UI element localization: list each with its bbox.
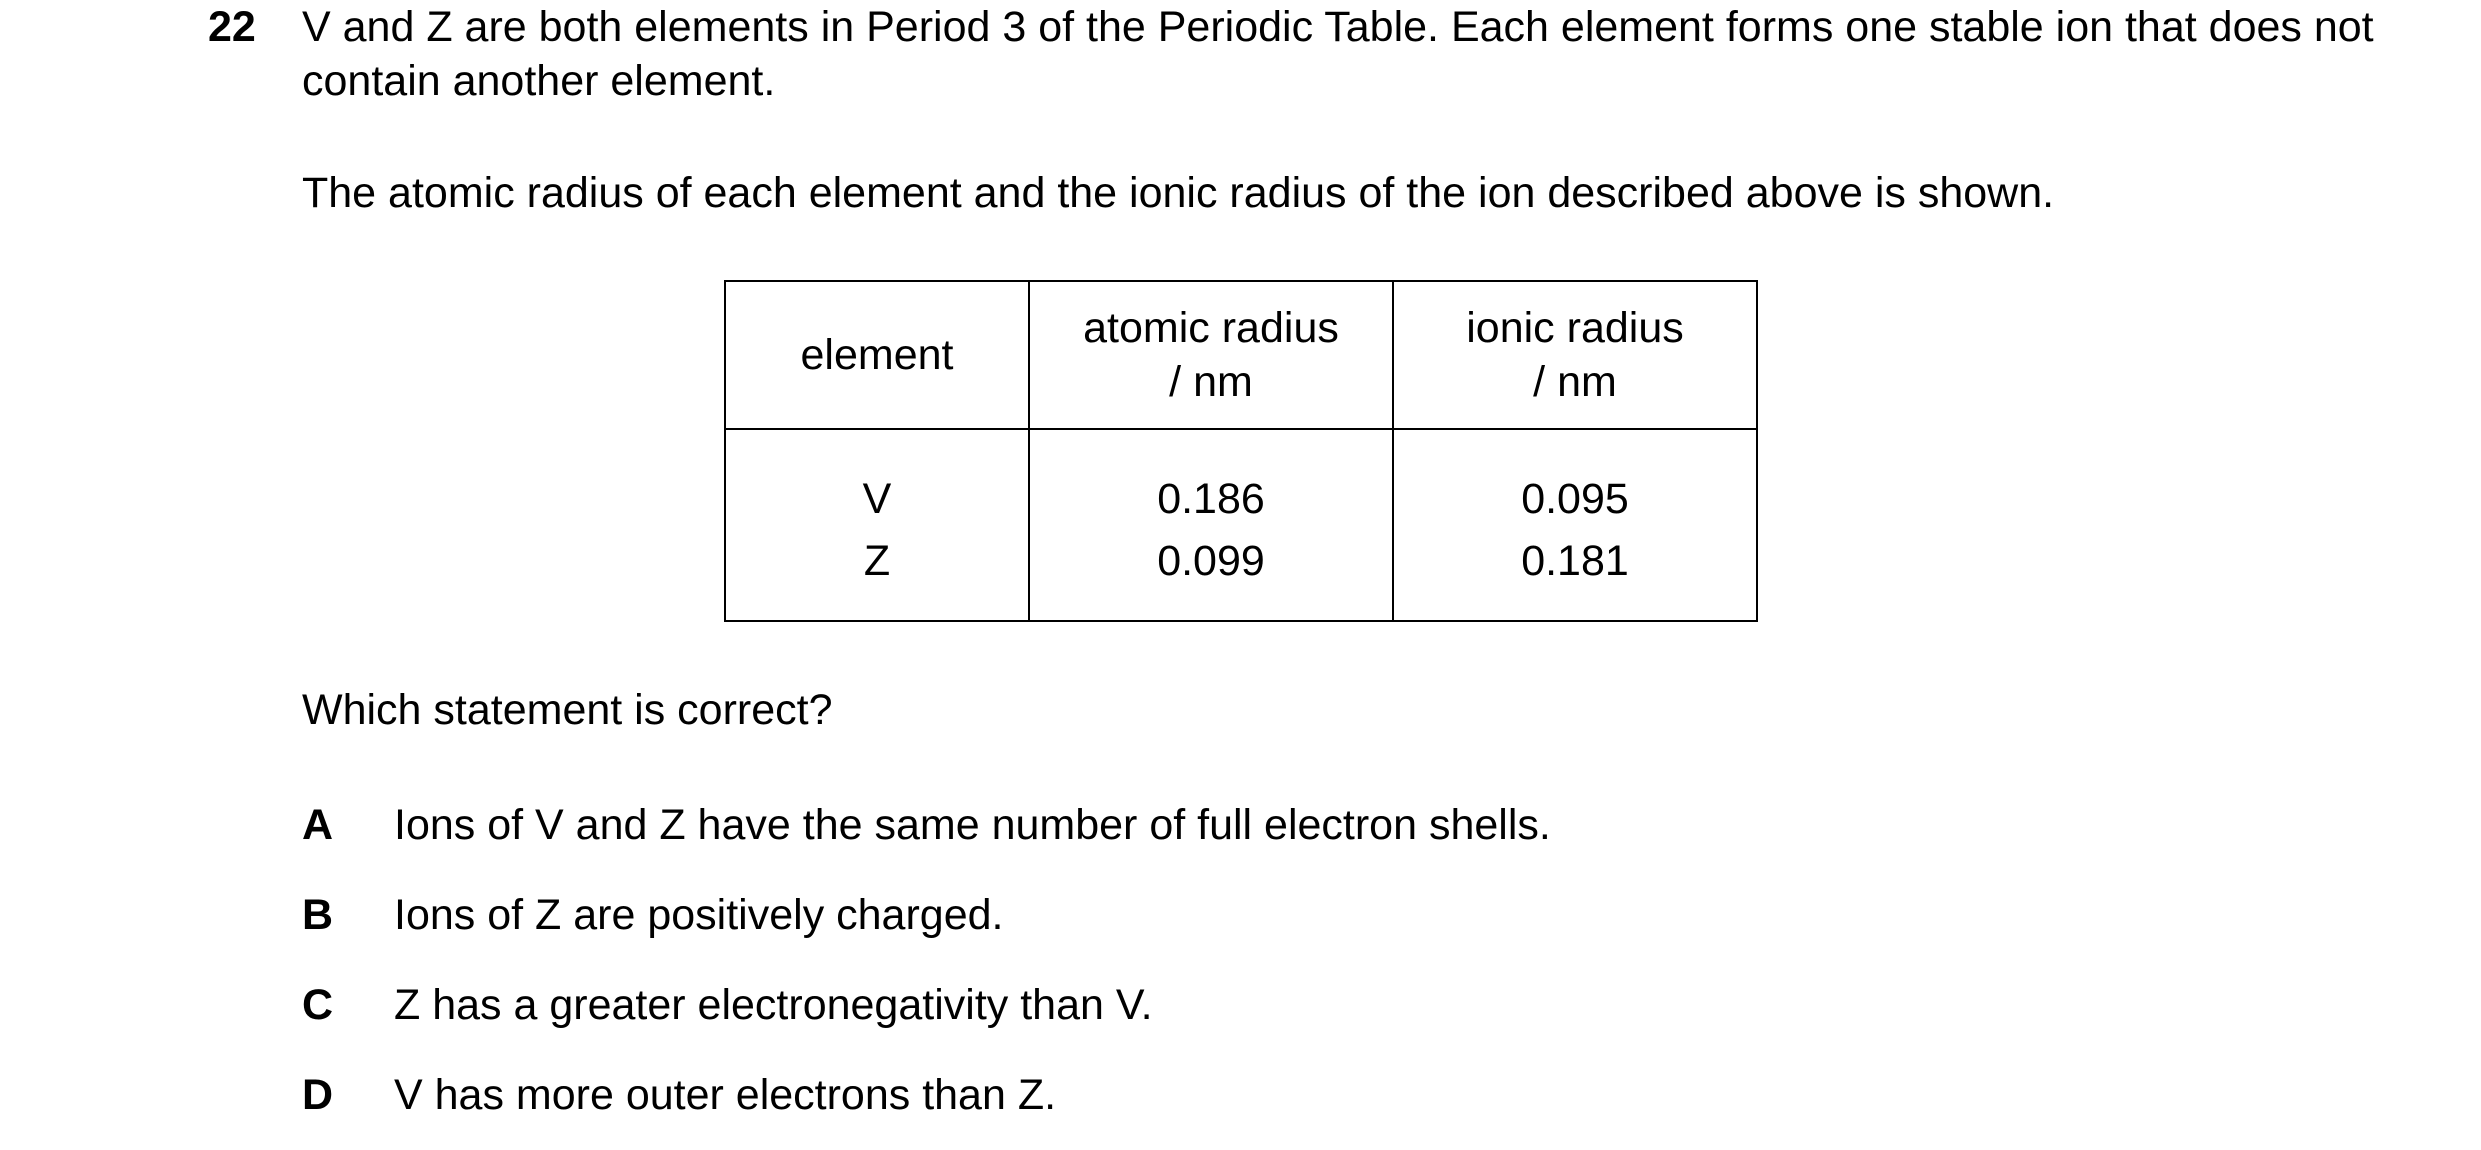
question-number: 22 <box>208 3 256 51</box>
option-text: Z has a greater electronegativity than V. <box>394 981 1153 1029</box>
table-row <box>725 526 1757 621</box>
option-text: Ions of Z are positively charged. <box>394 891 1004 939</box>
option-letter: A <box>302 801 334 849</box>
cell-atomic-radius: 0.186 <box>1029 429 1393 526</box>
header-atomic-radius-unit: / nm <box>1169 358 1253 406</box>
header-ionic-radius <box>1393 281 1757 429</box>
cell-element: V <box>725 429 1029 526</box>
cell-element: Z <box>725 526 1029 621</box>
radius-table <box>724 280 1758 622</box>
option-letter: D <box>302 1071 334 1119</box>
option-b[interactable] <box>302 888 1003 942</box>
header-element <box>725 281 1029 429</box>
option-c[interactable] <box>302 978 1153 1032</box>
option-letter: B <box>302 891 334 939</box>
header-ionic-radius-unit: / nm <box>1533 358 1617 406</box>
option-text: Ions of V and Z have the same number of full electron shells. <box>394 801 1551 849</box>
header-atomic-radius-label: atomic radius <box>1083 304 1339 352</box>
table-intro: The atomic radius of each element and the ionic radius of the ion described above is shown. <box>302 169 2055 217</box>
header-ionic-radius-label: ionic radius <box>1466 304 1684 352</box>
cell-ionic-radius: 0.095 <box>1393 429 1757 526</box>
option-text: V has more outer electrons than Z. <box>394 1071 1057 1119</box>
option-a[interactable] <box>302 798 1551 852</box>
table-header-row <box>725 281 1757 429</box>
cell-atomic-radius: 0.099 <box>1029 526 1393 621</box>
header-atomic-radius <box>1029 281 1393 429</box>
cell-ionic-radius: 0.181 <box>1393 526 1757 621</box>
question-prompt: Which statement is correct? <box>302 686 833 734</box>
option-letter: C <box>302 981 334 1029</box>
header-element-label: element <box>800 331 954 379</box>
option-d[interactable] <box>302 1068 1056 1122</box>
question-stem: V and Z are both elements in Period 3 of the Periodic Table. Each element forms one stable ion that does not contain another element. <box>302 3 2374 105</box>
table-row <box>725 429 1757 526</box>
